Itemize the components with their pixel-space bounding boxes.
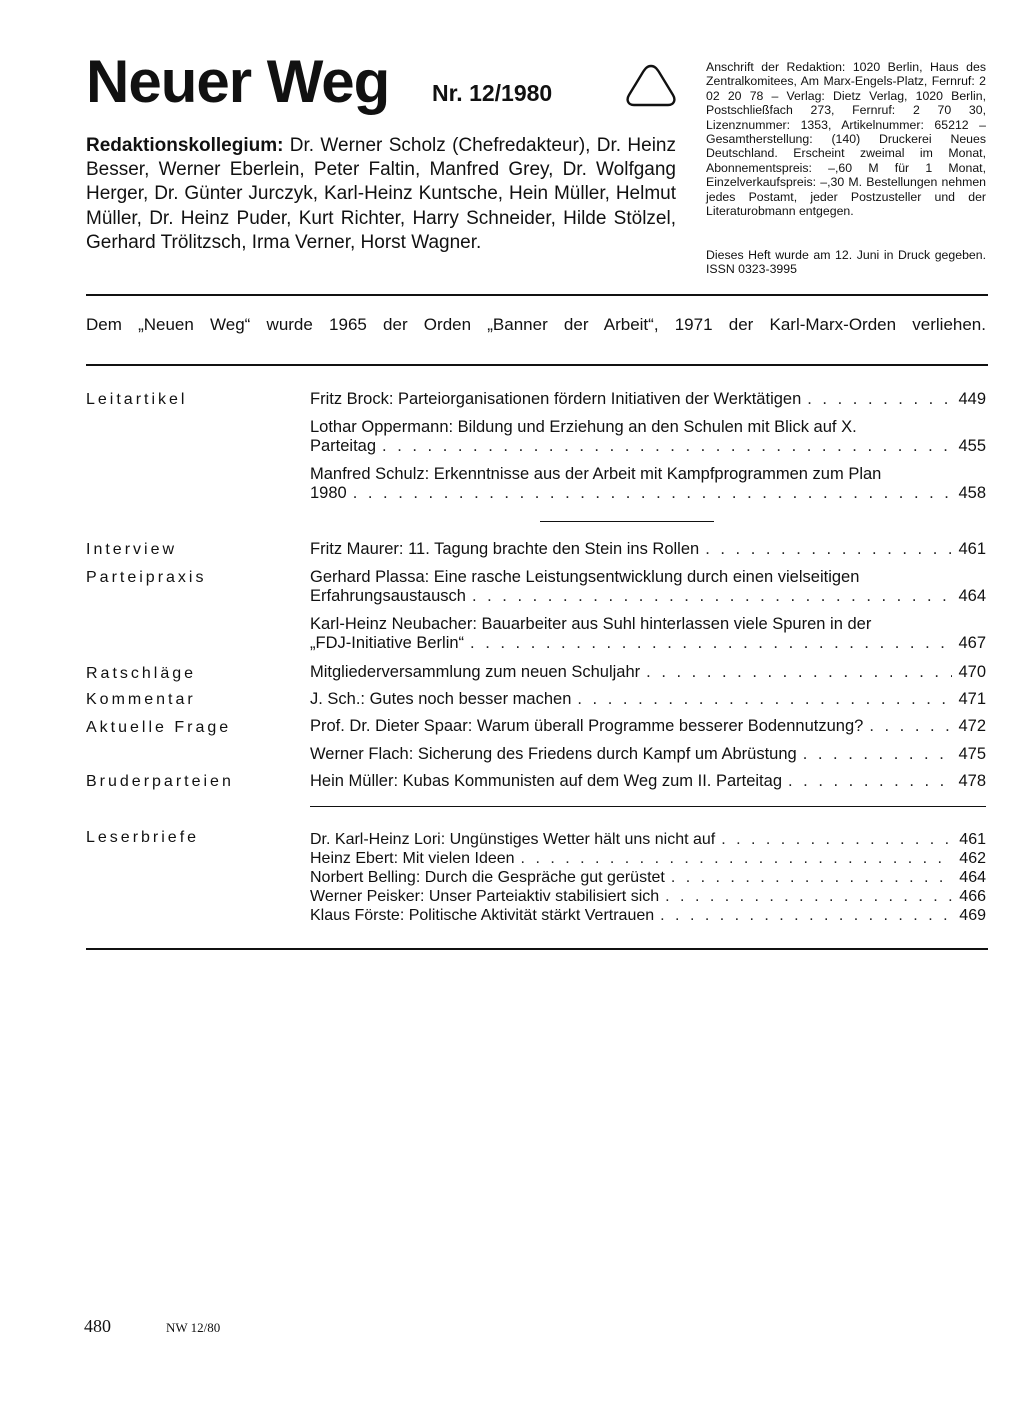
entry-page: 467 xyxy=(958,634,986,652)
toc-entry xyxy=(310,465,986,503)
masthead-title: Neuer Weg xyxy=(86,48,390,115)
journal-reference: NW 12/80 xyxy=(166,1320,221,1335)
letters-list xyxy=(310,830,986,925)
entry-title: J. Sch.: Gutes noch besser machen xyxy=(310,690,572,708)
toc-entry xyxy=(310,390,986,409)
divider-letters xyxy=(310,806,986,807)
print-note: Dieses Heft wurde am 12. Juni in Druck gegeben. ISSN 0323-3995 xyxy=(706,248,986,277)
entry-title: Fritz Maurer: 11. Tagung brachte den Stein ins Rollen xyxy=(310,540,700,558)
entry-title: Manfred Schulz: Erkenntnisse aus der Arbeit mit Kampfprogrammen zum Plan xyxy=(310,465,882,483)
category-bruderparteien: Bruderparteien xyxy=(86,773,234,790)
entry-title-cont: Erfahrungsaustausch xyxy=(310,587,466,605)
entry-page: 471 xyxy=(958,690,986,708)
divider-award xyxy=(86,364,988,366)
category-interview: Interview xyxy=(86,541,178,558)
letter-page: 462 xyxy=(959,850,986,867)
list-item xyxy=(310,887,986,906)
category-ratschlaege: Ratschläge xyxy=(86,665,197,682)
entry-page: 455 xyxy=(958,437,986,455)
toc-entry xyxy=(310,568,986,606)
entry-page: 478 xyxy=(958,772,986,790)
entry-title: Lothar Oppermann: Bildung und Erziehung an den Schulen mit Blick auf X. xyxy=(310,418,857,436)
section-divider xyxy=(540,521,714,522)
entry-title: Mitgliederversammlung zum neuen Schuljahr xyxy=(310,663,641,681)
entry-title: Werner Flach: Sicherung des Friedens durch Kampf um Abrüstung xyxy=(310,745,797,763)
letter-page: 469 xyxy=(959,907,986,924)
toc-entry xyxy=(310,717,986,736)
toc-entry xyxy=(310,540,986,559)
toc-entry xyxy=(310,745,986,764)
entry-page: 458 xyxy=(958,484,986,502)
entry-title: Hein Müller: Kubas Kommunisten auf dem Weg zum II. Parteitag xyxy=(310,772,782,790)
page-number: 480 xyxy=(84,1316,111,1336)
divider-top xyxy=(86,294,988,296)
entry-page: 464 xyxy=(958,587,986,605)
letter-page: 464 xyxy=(959,869,986,886)
entry-title: Prof. Dr. Dieter Spaar: Warum überall Programme besserer Bodennutzung? xyxy=(310,717,864,735)
editorial-board-members: Dr. Werner Scholz (Chefredakteur), Dr. Heinz Besser, Werner Eberlein, Peter Faltin, Manfred Grey, Dr. Wolfgang Herger, Dr. Günter Jurczyk, Karl-Heinz Kuntsche, Hein Müller, Helmut Müller, Dr. Heinz Puder, Kurt Richter, Harry Schneider, Hilde Stölzel, Gerhard Trölitzsch, Irma Verner, Horst Wagner. xyxy=(86,135,676,253)
entry-page: 449 xyxy=(958,390,986,408)
toc-entry xyxy=(310,690,986,709)
category-leserbriefe: Leserbriefe xyxy=(86,829,200,846)
editorial-board-label: Redaktionskollegium: xyxy=(86,135,284,156)
list-item xyxy=(310,868,986,887)
issue-number: Nr. 12/1980 xyxy=(432,80,553,106)
entry-title-cont: Parteitag xyxy=(310,437,377,455)
letter-title: Dr. Karl-Heinz Lori: Ungünstiges Wetter hält uns nicht auf xyxy=(310,831,716,848)
letter-title: Werner Peisker: Unser Parteiaktiv stabilisiert sich xyxy=(310,888,660,905)
toc-entry xyxy=(310,418,986,456)
list-item xyxy=(310,830,986,849)
toc-entry xyxy=(310,772,986,791)
editorial-board xyxy=(86,134,676,255)
entry-title-cont: „FDJ-Initiative Berlin“ xyxy=(310,634,465,652)
letter-title: Norbert Belling: Durch die Gespräche gut gerüstet xyxy=(310,869,665,886)
award-note: Dem „Neuen Weg“ wurde 1965 der Orden „Banner der Arbeit“, 1971 der Karl-Marx-Orden verliehen. xyxy=(86,315,986,334)
entry-page: 475 xyxy=(958,745,986,763)
entry-title: Gerhard Plassa: Eine rasche Leistungsentwicklung durch einen vielseitigen xyxy=(310,568,860,586)
entry-page: 472 xyxy=(958,717,986,735)
category-kommentar: Kommentar xyxy=(86,691,196,708)
entry-title: Karl-Heinz Neubacher: Bauarbeiter aus Suhl hinterlassen viele Spuren in der xyxy=(310,615,872,633)
category-leitartikel: Leitartikel xyxy=(86,391,188,408)
list-item xyxy=(310,849,986,868)
toc-entry xyxy=(310,663,986,682)
entry-page: 461 xyxy=(958,540,986,558)
category-aktuelle-frage: Aktuelle Frage xyxy=(86,719,232,736)
entry-page: 470 xyxy=(958,663,986,681)
letter-page: 461 xyxy=(959,831,986,848)
entry-title-cont: 1980 xyxy=(310,484,347,502)
category-parteipraxis: Parteipraxis xyxy=(86,569,207,586)
letter-page: 466 xyxy=(959,888,986,905)
divider-bottom xyxy=(86,948,988,950)
entry-title: Fritz Brock: Parteiorganisationen fördern Initiativen der Werktätigen xyxy=(310,390,802,408)
letter-title: Klaus Förste: Politische Aktivität stärkt Vertrauen xyxy=(310,907,655,924)
imprint: Anschrift der Redaktion: 1020 Berlin, Haus des Zentralkomitees, Am Marx-Engels-Platz, Fernruf: 2 02 20 78 – Verlag: Dietz Verlag, 1020 Berlin, Postschließfach 273, Fernruf: 2 70 30, Lizenznummer: 1353, Artikelnummer: 65212 – Gesamtherstellung: (140) Druckerei Neues Deutschland. Erscheint zweimal im Monat, Abonnementspreis: –,60 M für 1 Monat, Einzelverkaufspreis: –,30 M. Bestellungen nehmen jedes Postamt, jeder Postzusteller und der Literaturobmann entgegen. xyxy=(706,60,986,219)
triangle-logo-icon xyxy=(624,62,678,108)
letter-title: Heinz Ebert: Mit vielen Ideen xyxy=(310,850,515,867)
list-item xyxy=(310,906,986,925)
toc-entry xyxy=(310,615,986,653)
